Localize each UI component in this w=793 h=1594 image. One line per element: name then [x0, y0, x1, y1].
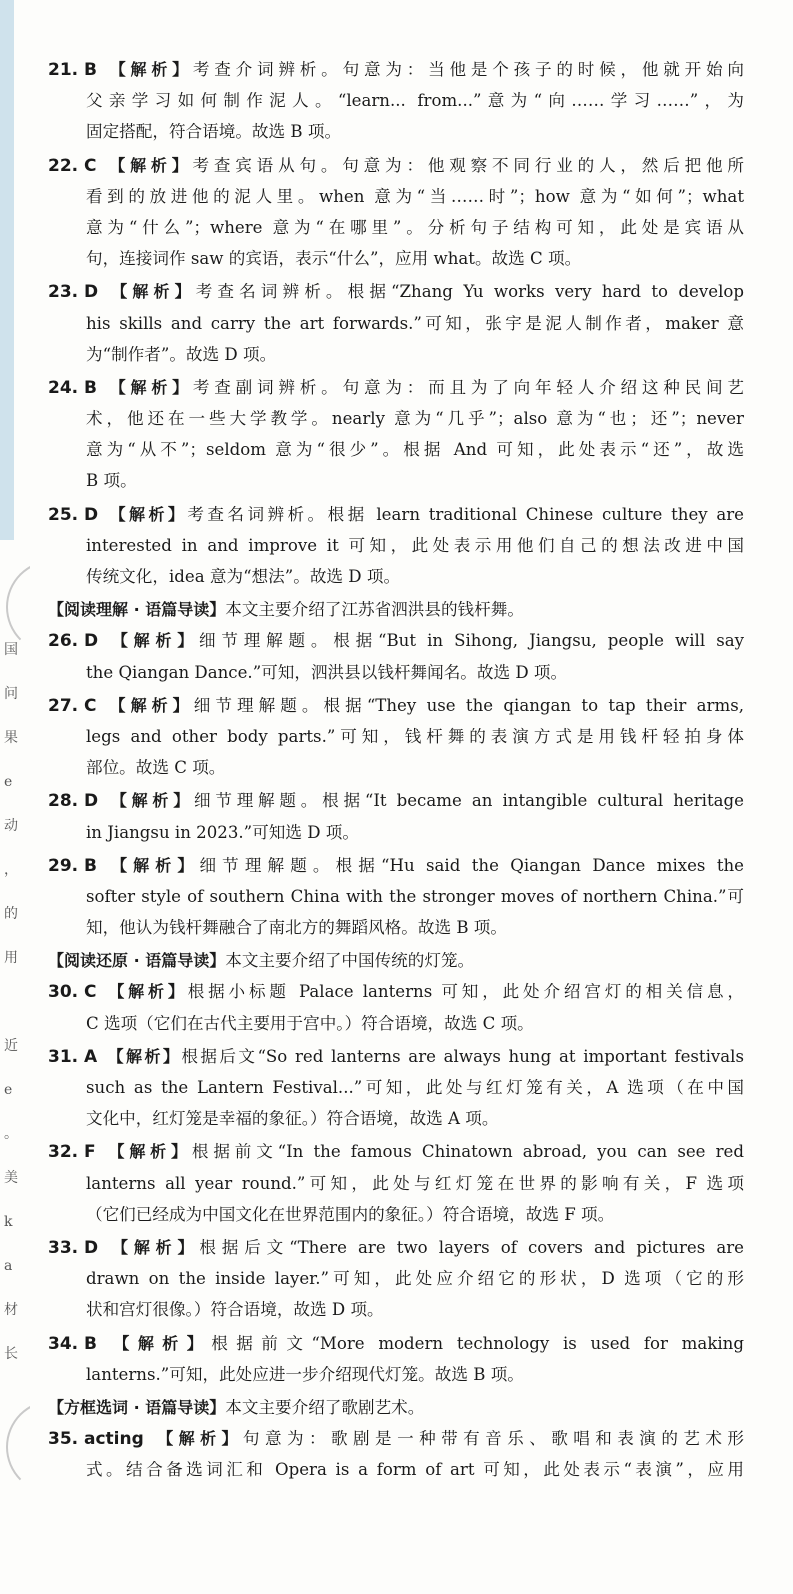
analysis-tag: 【解析】: [104, 377, 193, 397]
question-number: 35.: [48, 1429, 79, 1450]
gutter-char: 动: [4, 818, 18, 834]
answer-item-32: [48, 1136, 744, 1230]
analysis-tag: 【解析】: [104, 155, 193, 175]
item-line: 文化中，红灯笼是幸福的象征。）符合语境，故选 A 项。: [86, 1109, 499, 1129]
gutter-char: 用: [4, 950, 18, 966]
item-line: [48, 150, 744, 181]
question-number: 21.: [48, 60, 79, 80]
item-line: [48, 690, 744, 721]
item-line: in Jiangsu in 2023.”可知选 D 项。: [86, 822, 359, 842]
item-line: 句，连接词作 saw 的宾语，表示“什么”，应用 what。故选 C 项。: [86, 249, 582, 269]
answer-explanations: [48, 54, 744, 1487]
item-line: [48, 54, 744, 85]
answer-item-26: [48, 625, 744, 687]
answer-item-34: [48, 1328, 744, 1390]
answer-item-22: [48, 150, 744, 275]
answer-letter: A: [84, 1046, 98, 1067]
analysis-tag: 【解析】: [106, 631, 200, 651]
explanation-text: 根据前文“More modern technology is used for making: [211, 1333, 744, 1353]
gutter-char: 。: [4, 1126, 18, 1142]
item-line: lanterns all year round.”可知，此处与红灯笼在世界的影响有关，F 选项: [86, 1173, 744, 1193]
gutter-char: k: [4, 1214, 13, 1230]
explanation-text: 根据后文“There are two layers of covers and pictures are: [199, 1237, 744, 1257]
item-line: [48, 499, 744, 530]
explanation-text: 根据后文“So red lanterns are always hung at important festivals: [181, 1046, 744, 1066]
question-number: 26.: [48, 631, 79, 652]
analysis-tag: 【解析】: [104, 60, 193, 79]
item-line: [48, 1232, 744, 1263]
answer-letter: B: [84, 855, 97, 876]
item-line: 术，他还在一些大学教学。nearly 意为“几乎”；also 意为“也；还”；never: [86, 409, 744, 429]
item-line: 意为“什么”；where 意为“在哪里”。分析句子结构可知，此处是宾语从: [86, 217, 744, 237]
answer-item-27: [48, 690, 744, 784]
section-tag: 【阅读理解 · 语篇导读】: [48, 600, 226, 620]
question-number: 24.: [48, 377, 79, 398]
explanation-text: 根据小标题 Palace lanterns 可知，此处介绍宫灯的相关信息，: [187, 982, 744, 1002]
question-number: 29.: [48, 855, 79, 876]
item-line: 部位。故选 C 项。: [86, 758, 226, 778]
item-line: [48, 850, 744, 881]
item-line: [48, 785, 744, 816]
explanation-text: 考查宾语从句。句意为：他观察不同行业的人，然后把他所: [192, 155, 744, 175]
explanation-text: 考查介词辨析。句意为：当他是个孩子的时候，他就开始向: [192, 60, 744, 79]
question-number: 25.: [48, 504, 79, 525]
gutter-char: a: [4, 1258, 13, 1274]
gutter-char: 国: [4, 642, 18, 658]
analysis-tag: 【解析】: [103, 1142, 192, 1162]
item-line: [48, 976, 744, 1007]
item-line: [48, 372, 744, 403]
item-line: （它们已经成为中国文化在世界范围内的象征。）符合语境，故选 F 项。: [86, 1204, 615, 1224]
item-line: [48, 1041, 744, 1072]
question-number: 22.: [48, 155, 79, 176]
analysis-tag: 【解析】: [151, 1429, 243, 1449]
item-line: drawn on the inside layer.”可知，此处应介绍它的形状，D 选项（它的形: [86, 1269, 744, 1289]
answer-letter: D: [84, 631, 99, 652]
gutter-char: ，: [4, 862, 18, 878]
item-line: softer style of southern China with the stronger moves of northern China.”可: [86, 886, 744, 906]
section-tag: 【阅读还原 · 语篇导读】: [48, 951, 226, 971]
item-line: 意为“从不”；seldom 意为“很少”。根据 And 可知，此处表示“还”，故选: [86, 440, 744, 460]
analysis-tag: 【解析】: [106, 282, 196, 302]
question-number: 32.: [48, 1142, 79, 1163]
item-line: [48, 1136, 744, 1167]
analysis-tag: 【解析】: [106, 504, 188, 524]
answer-item-24: [48, 372, 744, 497]
analysis-tag: 【解析】: [105, 1046, 182, 1066]
gutter-char: 的: [4, 906, 18, 922]
answer-letter: C: [84, 155, 97, 176]
item-line: C 选项（它们在古代主要用于宫中。）符合语境，故选 C 项。: [86, 1013, 534, 1033]
item-line: lanterns.”可知，此处应进一步介绍现代灯笼。故选 B 项。: [86, 1364, 524, 1384]
answer-letter: B: [84, 1333, 97, 1354]
gutter-char: 材: [4, 1302, 18, 1318]
section-tag: 【方框选词 · 语篇导读】: [48, 1397, 226, 1417]
gutter-char: 长: [4, 1346, 18, 1362]
answer-letter: D: [84, 1237, 99, 1258]
item-line: [48, 1328, 744, 1359]
answer-item-25: [48, 499, 744, 593]
gutter-text-column: [4, 640, 26, 1388]
section-header-reading-restore: [48, 945, 744, 976]
item-line: [48, 1423, 744, 1454]
section-summary: 本文主要介绍了歌剧艺术。: [225, 1397, 425, 1417]
item-line: B 项。: [86, 471, 137, 491]
item-line: 式。结合备选词汇和 Opera is a form of art 可知，此处表示“表演”，应用: [86, 1460, 744, 1480]
gutter-char: 问: [4, 686, 18, 702]
question-number: 34.: [48, 1333, 79, 1354]
item-line: [48, 625, 744, 656]
gutter-char: e: [4, 1082, 13, 1098]
gutter-char: 近: [4, 1038, 18, 1054]
answer-letter: D: [84, 282, 99, 303]
item-line: interested in and improve it 可知，此处表示用他们自己的想法改进中国: [86, 535, 744, 555]
answer-item-23: [48, 276, 744, 370]
explanation-text: 细节理解题。根据“Hu said the Qiangan Dance mixes the: [199, 855, 744, 875]
explanation-text: 细节理解题。根据“But in Sihong, Jiangsu, people will say: [199, 631, 744, 651]
gutter-char: e: [4, 774, 13, 790]
answer-word: acting: [84, 1429, 144, 1450]
answer-letter: C: [84, 695, 97, 716]
item-line: the Qiangan Dance.”可知，泗洪县以钱杆舞闻名。故选 D 项。: [86, 662, 568, 682]
answer-item-31: [48, 1041, 744, 1135]
item-line: 为“制作者”。故选 D 项。: [86, 344, 277, 364]
watermark-arc: [6, 1400, 30, 1494]
explanation-text: 句意为：歌剧是一种带有音乐、歌唱和表演的艺术形: [242, 1429, 744, 1449]
answer-item-35: [48, 1423, 744, 1485]
explanation-text: 考查名词辨析。根据 learn traditional Chinese culture they are: [187, 504, 744, 524]
item-line: such as the Lantern Festival...”可知，此处与红灯笼有关，A 选项（在中国: [86, 1078, 744, 1097]
item-line: 父亲学习如何制作泥人。“learn... from...”意为“向……学习……”，为: [86, 91, 744, 111]
section-summary: 本文主要介绍了中国传统的灯笼。: [225, 951, 475, 971]
analysis-tag: 【解析】: [106, 791, 194, 811]
answer-letter: F: [84, 1142, 96, 1163]
analysis-tag: 【解析】: [104, 695, 194, 715]
answer-letter: B: [84, 60, 97, 80]
answer-letter: B: [84, 377, 97, 398]
question-number: 27.: [48, 695, 79, 716]
answer-letter: D: [84, 504, 99, 525]
explanation-text: 考查名词辨析。根据“Zhang Yu works very hard to develop: [195, 282, 744, 302]
explanation-text: 细节理解题。根据“It became an intangible cultural heritage: [193, 791, 744, 811]
item-line: 传统文化，idea 意为“想法”。故选 D 项。: [86, 567, 401, 586]
item-line: [48, 276, 744, 307]
explanation-text: 细节理解题。根据“They use the qiangan to tap their arms,: [193, 695, 744, 715]
question-number: 28.: [48, 791, 79, 812]
explanation-text: 根据前文“In the famous Chinatown abroad, you can see red: [191, 1142, 744, 1162]
item-line: 固定搭配，符合语境。故选 B 项。: [86, 122, 342, 142]
item-line: 看到的放进他的泥人里。when 意为“当……时”；how 意为“如何”；what: [86, 186, 744, 206]
gutter-char: 美: [4, 1170, 18, 1186]
section-summary: 本文主要介绍了江苏省泗洪县的钱杆舞。: [225, 600, 524, 620]
analysis-tag: 【解析】: [104, 982, 188, 1002]
section-header-word-selection: [48, 1392, 744, 1423]
answer-item-28: [48, 785, 744, 847]
answer-item-33: [48, 1232, 744, 1326]
answer-item-30: [48, 976, 744, 1038]
question-number: 23.: [48, 282, 79, 303]
answer-item-21: [48, 54, 744, 148]
answer-letter: D: [84, 791, 99, 812]
analysis-tag: 【解析】: [104, 1333, 212, 1353]
explanation-text: 考查副词辨析。句意为：而且为了向年轻人介绍这种民间艺: [192, 377, 744, 397]
gutter-color-strip: [0, 0, 14, 540]
question-number: 31.: [48, 1046, 79, 1067]
question-number: 33.: [48, 1237, 79, 1258]
item-line: 状和宫灯很像。）符合语境，故选 D 项。: [86, 1300, 384, 1320]
item-line: 知，他认为钱杆舞融合了南北方的舞蹈风格。故选 B 项。: [86, 918, 507, 938]
gutter-char: 果: [4, 730, 18, 746]
item-line: legs and other body parts.”可知，钱杆舞的表演方式是用钱杆轻拍身体: [86, 726, 744, 746]
analysis-tag: 【解析】: [104, 855, 200, 875]
section-header-reading-comprehension: [48, 594, 744, 625]
item-line: his skills and carry the art forwards.”可知，张宇是泥人制作者，maker 意: [86, 313, 744, 333]
left-gutter-fragment: [0, 0, 30, 1594]
answer-item-29: [48, 850, 744, 944]
gutter-char: [4, 992, 26, 1036]
analysis-tag: 【解析】: [106, 1237, 200, 1257]
answer-letter: C: [84, 982, 97, 1003]
question-number: 30.: [48, 982, 79, 1003]
